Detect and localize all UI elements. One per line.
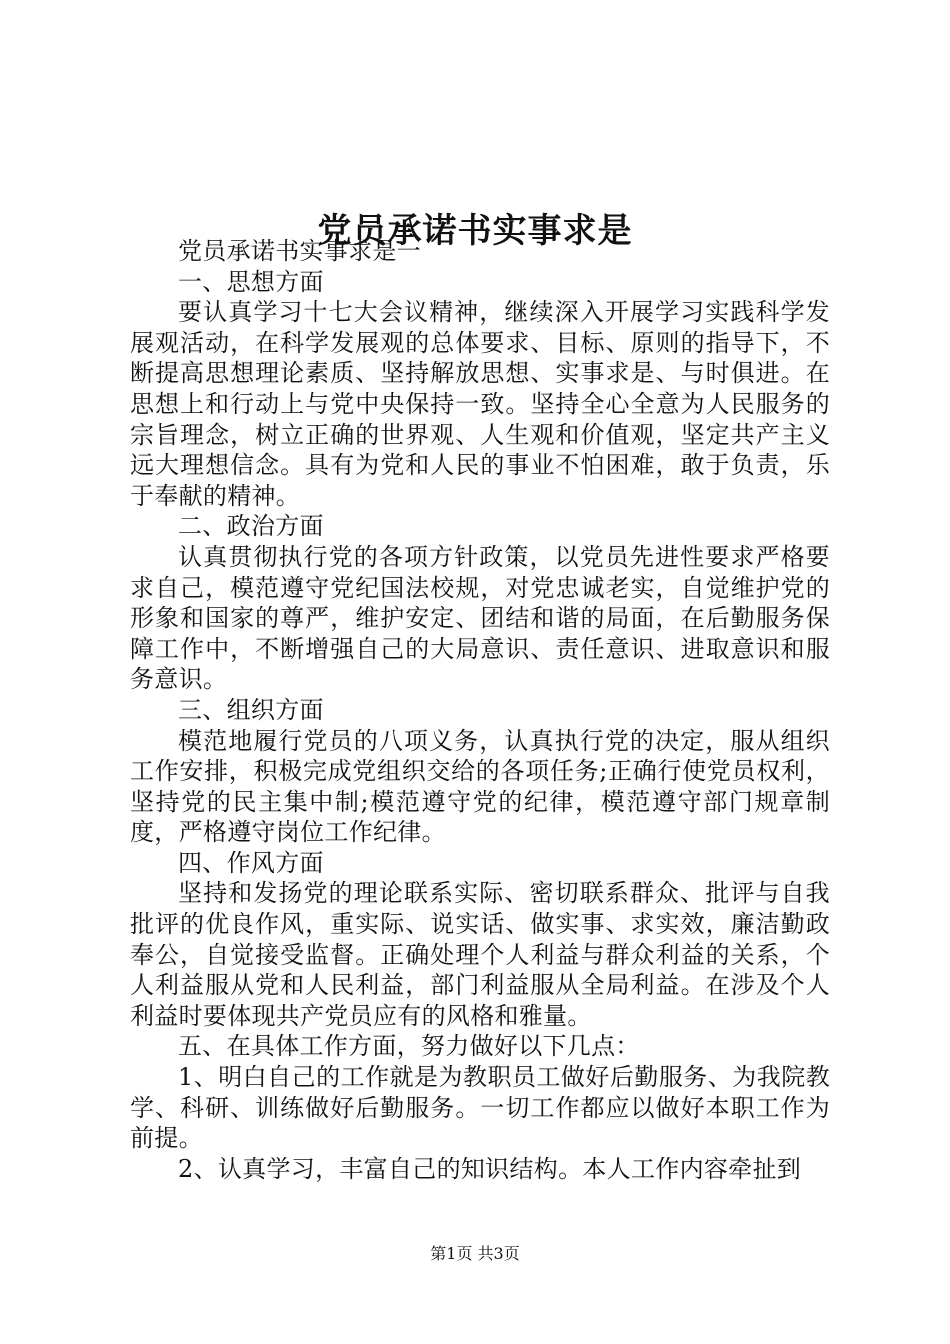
section-heading-politics: 二、政治方面 [178, 512, 324, 541]
paragraph-organization: 模范地履行党员的八项义务，认真执行党的决定，服从组织工作安排，积极完成党组织交给的各项任务;正确行使党员权利，坚持党的民主集中制;模范遵守党的纪律，模范遵守部门规章制度，严格遵守岗位工作纪律。 [130, 726, 830, 847]
document-body [130, 236, 830, 1184]
section-heading-thought: 一、思想方面 [178, 267, 324, 296]
section-heading-work: 五、在具体工作方面，努力做好以下几点： [178, 1032, 640, 1061]
paragraph-thought: 要认真学习十七大会议精神，继续深入开展学习实践科学发展观活动，在科学发展观的总体要求、目标、原则的指导下，不断提高思想理论素质、坚持解放思想、实事求是、与时俱进。在思想上和行动上与党中央保持一致。坚持全心全意为人民服务的宗旨理念，树立正确的世界观、人生观和价值观，坚定共产主义远大理想信念。具有为党和人民的事业不怕困难，敢于负责，乐于奉献的精神。 [130, 298, 830, 510]
paragraph-politics: 认真贯彻执行党的各项方针政策，以党员先进性要求严格要求自己，模范遵守党纪国法校规，对党忠诚老实，自觉维护党的形象和国家的尊严，维护安定、团结和谐的局面，在后勤服务保障工作中，不断增强自己的大局意识、责任意识、进取意识和服务意识。 [130, 542, 830, 694]
page-number: 第1页 共3页 [430, 1244, 520, 1263]
subtitle-paragraph: 党员承诺书实事求是一 [178, 237, 421, 265]
document-title: 党员承诺书实事求是 [317, 210, 633, 251]
paragraph-work-point-2: 2、认真学习，丰富自己的知识结构。本人工作内容牵扯到 [178, 1154, 802, 1183]
paragraph-style: 坚持和发扬党的理论联系实际、密切联系群众、批评与自我批评的优良作风，重实际、说实话、做实事、求实效，廉洁勤政奉公，自觉接受监督。正确处理个人利益与群众利益的关系，个人利益服从党和人民利益，部门利益服从全局利益。在涉及个人利益时要体现共产党员应有的风格和雅量。 [130, 879, 830, 1030]
paragraph-work-point-1: 1、明白自己的工作就是为教职员工做好后勤服务、为我院教学、科研、训练做好后勤服务。一切工作都应以做好本职工作为前提。 [130, 1063, 830, 1153]
page-footer [0, 1244, 950, 1264]
section-heading-style: 四、作风方面 [178, 848, 324, 877]
section-heading-organization: 三、组织方面 [178, 695, 324, 724]
